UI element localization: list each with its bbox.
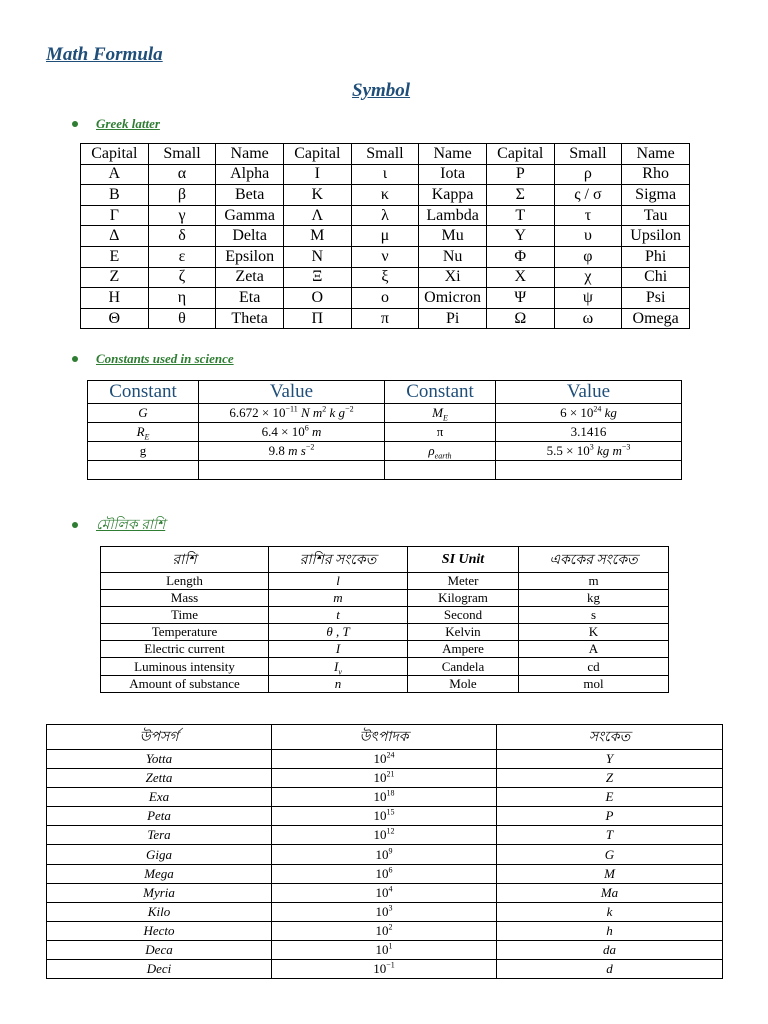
table-row	[81, 288, 690, 309]
base-cell-text: Electric current	[144, 641, 225, 657]
prefix-name-cell: Exa	[47, 788, 272, 807]
base-cell-text: Meter	[447, 573, 479, 589]
greek-cell: μ	[351, 226, 419, 247]
value-cell: $5.5 \times 10^3$ kg $m^{-3}$	[496, 442, 682, 461]
greek-cell: Ν	[283, 246, 351, 267]
value-cell: $6.4 \times 10^6$ m	[199, 423, 385, 442]
table-row	[47, 845, 723, 864]
prefix-factor-cell	[272, 845, 497, 864]
greek-cell: Θ	[81, 308, 149, 329]
prefix-name-cell: Deca	[47, 940, 272, 959]
factor-exponent: 6	[388, 865, 393, 875]
greek-heading-label: Greek latter	[96, 116, 160, 131]
greek-cell: Χ	[486, 267, 554, 288]
base-cell-text: cd	[587, 658, 600, 674]
table-row	[88, 442, 682, 461]
constant-cell: G	[88, 404, 199, 423]
factor-exponent: 2	[388, 922, 393, 932]
greek-cell: Δ	[81, 226, 149, 247]
greek-cell: Iota	[419, 164, 487, 185]
greek-cell: Mu	[419, 226, 487, 247]
base-cell	[101, 607, 269, 624]
constants-header-cell: Constant	[88, 381, 199, 404]
greek-cell: ω	[554, 308, 622, 329]
base-cell	[519, 607, 669, 624]
greek-cell: Τ	[486, 205, 554, 226]
factor-base: 10	[375, 903, 389, 919]
greek-cell: Η	[81, 288, 149, 309]
prefix-symbol-cell: k	[497, 902, 723, 921]
bullet-icon	[72, 522, 78, 528]
factor-base: 10	[375, 884, 389, 900]
base-cell	[269, 641, 408, 658]
factor-exponent: −1	[386, 960, 395, 970]
greek-cell: Theta	[216, 308, 284, 329]
greek-cell: ι	[351, 164, 419, 185]
prefix-name-cell: Yotta	[47, 750, 272, 769]
prefix-name-cell: Zetta	[47, 769, 272, 788]
prefix-name-cell: Giga	[47, 845, 272, 864]
table-row	[101, 658, 669, 675]
factor-exponent: 15	[386, 808, 395, 817]
base-cell	[269, 573, 408, 590]
base-cell-text: I	[335, 641, 341, 657]
factor-base: 10	[373, 961, 387, 977]
greek-cell: δ	[148, 226, 216, 247]
greek-cell: Γ	[81, 205, 149, 226]
base-cell	[408, 675, 519, 692]
base-cell	[269, 590, 408, 607]
base-cell-text: θ , T	[326, 624, 350, 640]
factor-base: 10	[375, 941, 389, 957]
constant-cell: $R_E$	[88, 423, 199, 442]
prefix-factor-cell	[272, 826, 497, 845]
page-title: Math Formula	[46, 44, 163, 65]
base-cell	[408, 573, 519, 590]
greek-cell: Zeta	[216, 267, 284, 288]
greek-cell: Xi	[419, 267, 487, 288]
greek-cell: Sigma	[622, 185, 690, 206]
greek-cell: ε	[148, 246, 216, 267]
table-row	[101, 675, 669, 692]
greek-cell: φ	[554, 246, 622, 267]
table-row-empty	[88, 461, 682, 480]
table-row	[47, 883, 723, 902]
base-cell-text: I	[334, 658, 339, 674]
greek-cell: Υ	[486, 226, 554, 247]
greek-cell: κ	[351, 185, 419, 206]
greek-cell: Eta	[216, 288, 284, 309]
base-cell-text: kg	[587, 590, 600, 606]
table-row	[47, 960, 723, 979]
base-cell-text: Kilogram	[438, 590, 488, 606]
base-header-cell: রাশির সংকেত	[269, 547, 408, 573]
prefix-factor-cell	[272, 864, 497, 883]
prefix-table	[46, 724, 723, 979]
greek-cell: Gamma	[216, 205, 284, 226]
base-header-cell: এককের সংকেত	[519, 547, 669, 573]
base-cell	[101, 658, 269, 675]
base-cell-text: Length	[166, 573, 203, 589]
greek-cell: Omega	[622, 308, 690, 329]
constants-heading-label: Constants used in science	[96, 351, 234, 366]
factor-base: 10	[373, 827, 387, 843]
factor-exponent: 3	[388, 903, 393, 913]
greek-cell: τ	[554, 205, 622, 226]
constant-cell: g	[88, 442, 199, 461]
greek-cell: π	[351, 308, 419, 329]
empty-cell	[385, 461, 496, 480]
base-cell-text: Ampere	[442, 641, 484, 657]
base-cell	[408, 624, 519, 641]
greek-cell: Π	[283, 308, 351, 329]
constants-heading	[72, 351, 234, 367]
base-cell-text: Temperature	[151, 624, 218, 640]
greek-cell: λ	[351, 205, 419, 226]
greek-cell: Omicron	[419, 288, 487, 309]
greek-cell: Ξ	[283, 267, 351, 288]
factor-base: 10	[375, 846, 389, 862]
greek-heading	[72, 116, 160, 132]
greek-cell: Μ	[283, 226, 351, 247]
base-cell-text: n	[334, 675, 342, 691]
prefix-header-cell: উৎপাদক	[272, 725, 497, 750]
factor-exponent: 9	[388, 846, 393, 856]
base-cell-text: s	[590, 607, 597, 623]
base-cell-text: Kelvin	[445, 624, 481, 640]
prefix-name-cell: Tera	[47, 826, 272, 845]
greek-cell: Nu	[419, 246, 487, 267]
prefix-symbol-cell: h	[497, 921, 723, 940]
greek-cell: ξ	[351, 267, 419, 288]
greek-cell: χ	[554, 267, 622, 288]
table-row	[81, 185, 690, 206]
base-header-cell: রাশি	[101, 547, 269, 573]
table-row	[101, 624, 669, 641]
factor-exponent: 21	[386, 769, 395, 779]
bullet-icon	[72, 356, 78, 362]
greek-alphabet-table	[80, 143, 690, 329]
greek-cell: Λ	[283, 205, 351, 226]
base-cell	[101, 573, 269, 590]
base-cell	[269, 675, 408, 692]
table-row	[88, 423, 682, 442]
prefix-factor-cell	[272, 960, 497, 979]
greek-header-cell: Small	[554, 144, 622, 165]
greek-cell: Delta	[216, 226, 284, 247]
table-row	[47, 940, 723, 959]
table-row	[81, 164, 690, 185]
greek-cell: ς / σ	[554, 185, 622, 206]
prefix-factor-cell	[272, 750, 497, 769]
greek-cell: Α	[81, 164, 149, 185]
factor-exponent: 18	[386, 788, 395, 798]
prefix-name-cell: Kilo	[47, 902, 272, 921]
greek-cell: Rho	[622, 164, 690, 185]
prefix-header-cell: উপসর্গ	[47, 725, 272, 750]
greek-cell: ν	[351, 246, 419, 267]
table-row	[101, 641, 669, 658]
greek-header-cell: Name	[622, 144, 690, 165]
prefix-symbol-cell: T	[497, 826, 723, 845]
greek-cell: Tau	[622, 205, 690, 226]
greek-cell: Ο	[283, 288, 351, 309]
base-cell	[519, 590, 669, 607]
factor-base: 10	[373, 808, 387, 824]
base-cell	[408, 590, 519, 607]
base-cell-text: Luminous intensity	[134, 658, 235, 674]
greek-cell: γ	[148, 205, 216, 226]
prefix-factor-cell	[272, 788, 497, 807]
greek-cell: ζ	[148, 267, 216, 288]
base-cell	[269, 607, 408, 624]
greek-header-cell: Small	[148, 144, 216, 165]
factor-base: 10	[373, 789, 387, 805]
prefix-name-cell: Mega	[47, 864, 272, 883]
prefix-factor-cell	[272, 769, 497, 788]
greek-header-cell: Capital	[81, 144, 149, 165]
bullet-icon	[72, 121, 78, 127]
constants-header-cell: Value	[496, 381, 682, 404]
greek-cell: Β	[81, 185, 149, 206]
prefix-factor-cell	[272, 940, 497, 959]
subscript: v	[338, 667, 342, 676]
greek-cell: ο	[351, 288, 419, 309]
factor-base: 10	[373, 770, 387, 786]
base-cell-text: mol	[583, 675, 604, 691]
greek-cell: υ	[554, 226, 622, 247]
table-row	[88, 404, 682, 423]
table-row	[101, 590, 669, 607]
factor-exponent: 24	[386, 750, 395, 760]
table-row	[101, 607, 669, 624]
greek-header-cell: Small	[351, 144, 419, 165]
base-cell-text: m	[588, 573, 599, 589]
table-row	[81, 205, 690, 226]
prefix-name-cell: Myria	[47, 883, 272, 902]
prefix-name-cell: Hecto	[47, 921, 272, 940]
base-quantities-table	[100, 546, 669, 693]
base-quantities-heading	[72, 513, 165, 537]
prefix-header-cell: সংকেত	[497, 725, 723, 750]
base-cell	[408, 607, 519, 624]
base-cell-text: K	[588, 624, 599, 640]
base-cell-text: t	[336, 607, 340, 623]
table-row	[47, 769, 723, 788]
prefix-factor-cell	[272, 883, 497, 902]
base-cell-text: Mass	[170, 590, 199, 606]
greek-cell: Ζ	[81, 267, 149, 288]
constant-cell: π	[385, 423, 496, 442]
empty-cell	[88, 461, 199, 480]
table-row	[101, 573, 669, 590]
prefix-symbol-cell: d	[497, 960, 723, 979]
base-cell-text: l	[336, 573, 340, 589]
greek-cell: β	[148, 185, 216, 206]
base-cell	[519, 641, 669, 658]
greek-cell: Ρ	[486, 164, 554, 185]
constants-header-cell: Constant	[385, 381, 496, 404]
factor-exponent: 12	[386, 827, 395, 837]
base-cell-text: Time	[171, 607, 198, 623]
table-row	[81, 308, 690, 329]
greek-cell: Beta	[216, 185, 284, 206]
greek-cell: θ	[148, 308, 216, 329]
factor-base: 10	[375, 922, 389, 938]
base-cell	[101, 641, 269, 658]
table-row	[47, 750, 723, 769]
greek-header-cell: Name	[419, 144, 487, 165]
greek-cell: Psi	[622, 288, 690, 309]
base-quantities-heading-label: মৌলিক রাশি	[96, 518, 166, 533]
greek-cell: η	[148, 288, 216, 309]
table-row	[47, 826, 723, 845]
prefix-symbol-cell: M	[497, 864, 723, 883]
table-row	[47, 902, 723, 921]
prefix-symbol-cell: E	[497, 788, 723, 807]
greek-cell: Σ	[486, 185, 554, 206]
table-row	[47, 807, 723, 826]
table-row	[81, 246, 690, 267]
greek-header-cell: Capital	[486, 144, 554, 165]
table-row	[47, 788, 723, 807]
constant-cell: $M_E$	[385, 404, 496, 423]
table-row	[47, 921, 723, 940]
base-cell-text: A	[588, 641, 599, 657]
greek-cell: Κ	[283, 185, 351, 206]
base-cell	[519, 624, 669, 641]
greek-header-cell: Capital	[283, 144, 351, 165]
base-cell	[269, 624, 408, 641]
prefix-symbol-cell: P	[497, 807, 723, 826]
prefix-symbol-cell: Y	[497, 750, 723, 769]
table-row	[81, 226, 690, 247]
greek-cell: Lambda	[419, 205, 487, 226]
base-cell	[101, 590, 269, 607]
greek-cell: Ψ	[486, 288, 554, 309]
greek-cell: Kappa	[419, 185, 487, 206]
greek-header-cell: Name	[216, 144, 284, 165]
constant-cell: $\rho_{earth}$	[385, 442, 496, 461]
factor-base: 10	[375, 865, 389, 881]
factor-exponent: 4	[388, 884, 393, 894]
greek-cell: Ε	[81, 246, 149, 267]
table-row	[47, 864, 723, 883]
greek-cell: Ω	[486, 308, 554, 329]
prefix-factor-cell	[272, 902, 497, 921]
base-cell	[269, 658, 408, 675]
greek-cell: Φ	[486, 246, 554, 267]
greek-cell: Ι	[283, 164, 351, 185]
base-cell	[101, 624, 269, 641]
constants-table	[87, 380, 682, 480]
prefix-factor-cell	[272, 807, 497, 826]
base-cell-text: Second	[443, 607, 483, 623]
base-cell	[519, 658, 669, 675]
prefix-factor-cell	[272, 921, 497, 940]
prefix-name-cell: Deci	[47, 960, 272, 979]
value-cell: $6.672 \times 10^{-11}$ N $m^2$ k $g^{-2}$	[199, 404, 385, 423]
prefix-name-cell: Peta	[47, 807, 272, 826]
base-cell	[519, 573, 669, 590]
prefix-symbol-cell: da	[497, 940, 723, 959]
greek-cell: Upsilon	[622, 226, 690, 247]
value-cell: $6 \times 10^{24}$ kg	[496, 404, 682, 423]
greek-cell: Epsilon	[216, 246, 284, 267]
value-cell: 9.8 m $s^{-2}$	[199, 442, 385, 461]
constants-header-cell: Value	[199, 381, 385, 404]
base-cell	[408, 641, 519, 658]
base-cell-text: Mole	[449, 675, 477, 691]
greek-cell: α	[148, 164, 216, 185]
factor-exponent: 1	[388, 941, 393, 951]
greek-cell: Chi	[622, 267, 690, 288]
base-cell	[408, 658, 519, 675]
base-cell	[101, 675, 269, 692]
base-cell-text: Candela	[441, 658, 485, 674]
base-cell	[519, 675, 669, 692]
greek-cell: ψ	[554, 288, 622, 309]
base-cell-text: m	[333, 590, 343, 606]
prefix-symbol-cell: Z	[497, 769, 723, 788]
prefix-symbol-cell: Ma	[497, 883, 723, 902]
greek-cell: Pi	[419, 308, 487, 329]
table-row	[81, 267, 690, 288]
greek-cell: Phi	[622, 246, 690, 267]
greek-cell: ρ	[554, 164, 622, 185]
value-cell: 3.1416	[496, 423, 682, 442]
empty-cell	[496, 461, 682, 480]
empty-cell	[199, 461, 385, 480]
base-cell-text: Amount of substance	[129, 675, 240, 691]
greek-cell: Alpha	[216, 164, 284, 185]
base-header-cell: SI Unit	[408, 547, 519, 573]
section-title-symbol: Symbol	[352, 80, 411, 101]
factor-base: 10	[373, 751, 387, 767]
prefix-symbol-cell: G	[497, 845, 723, 864]
